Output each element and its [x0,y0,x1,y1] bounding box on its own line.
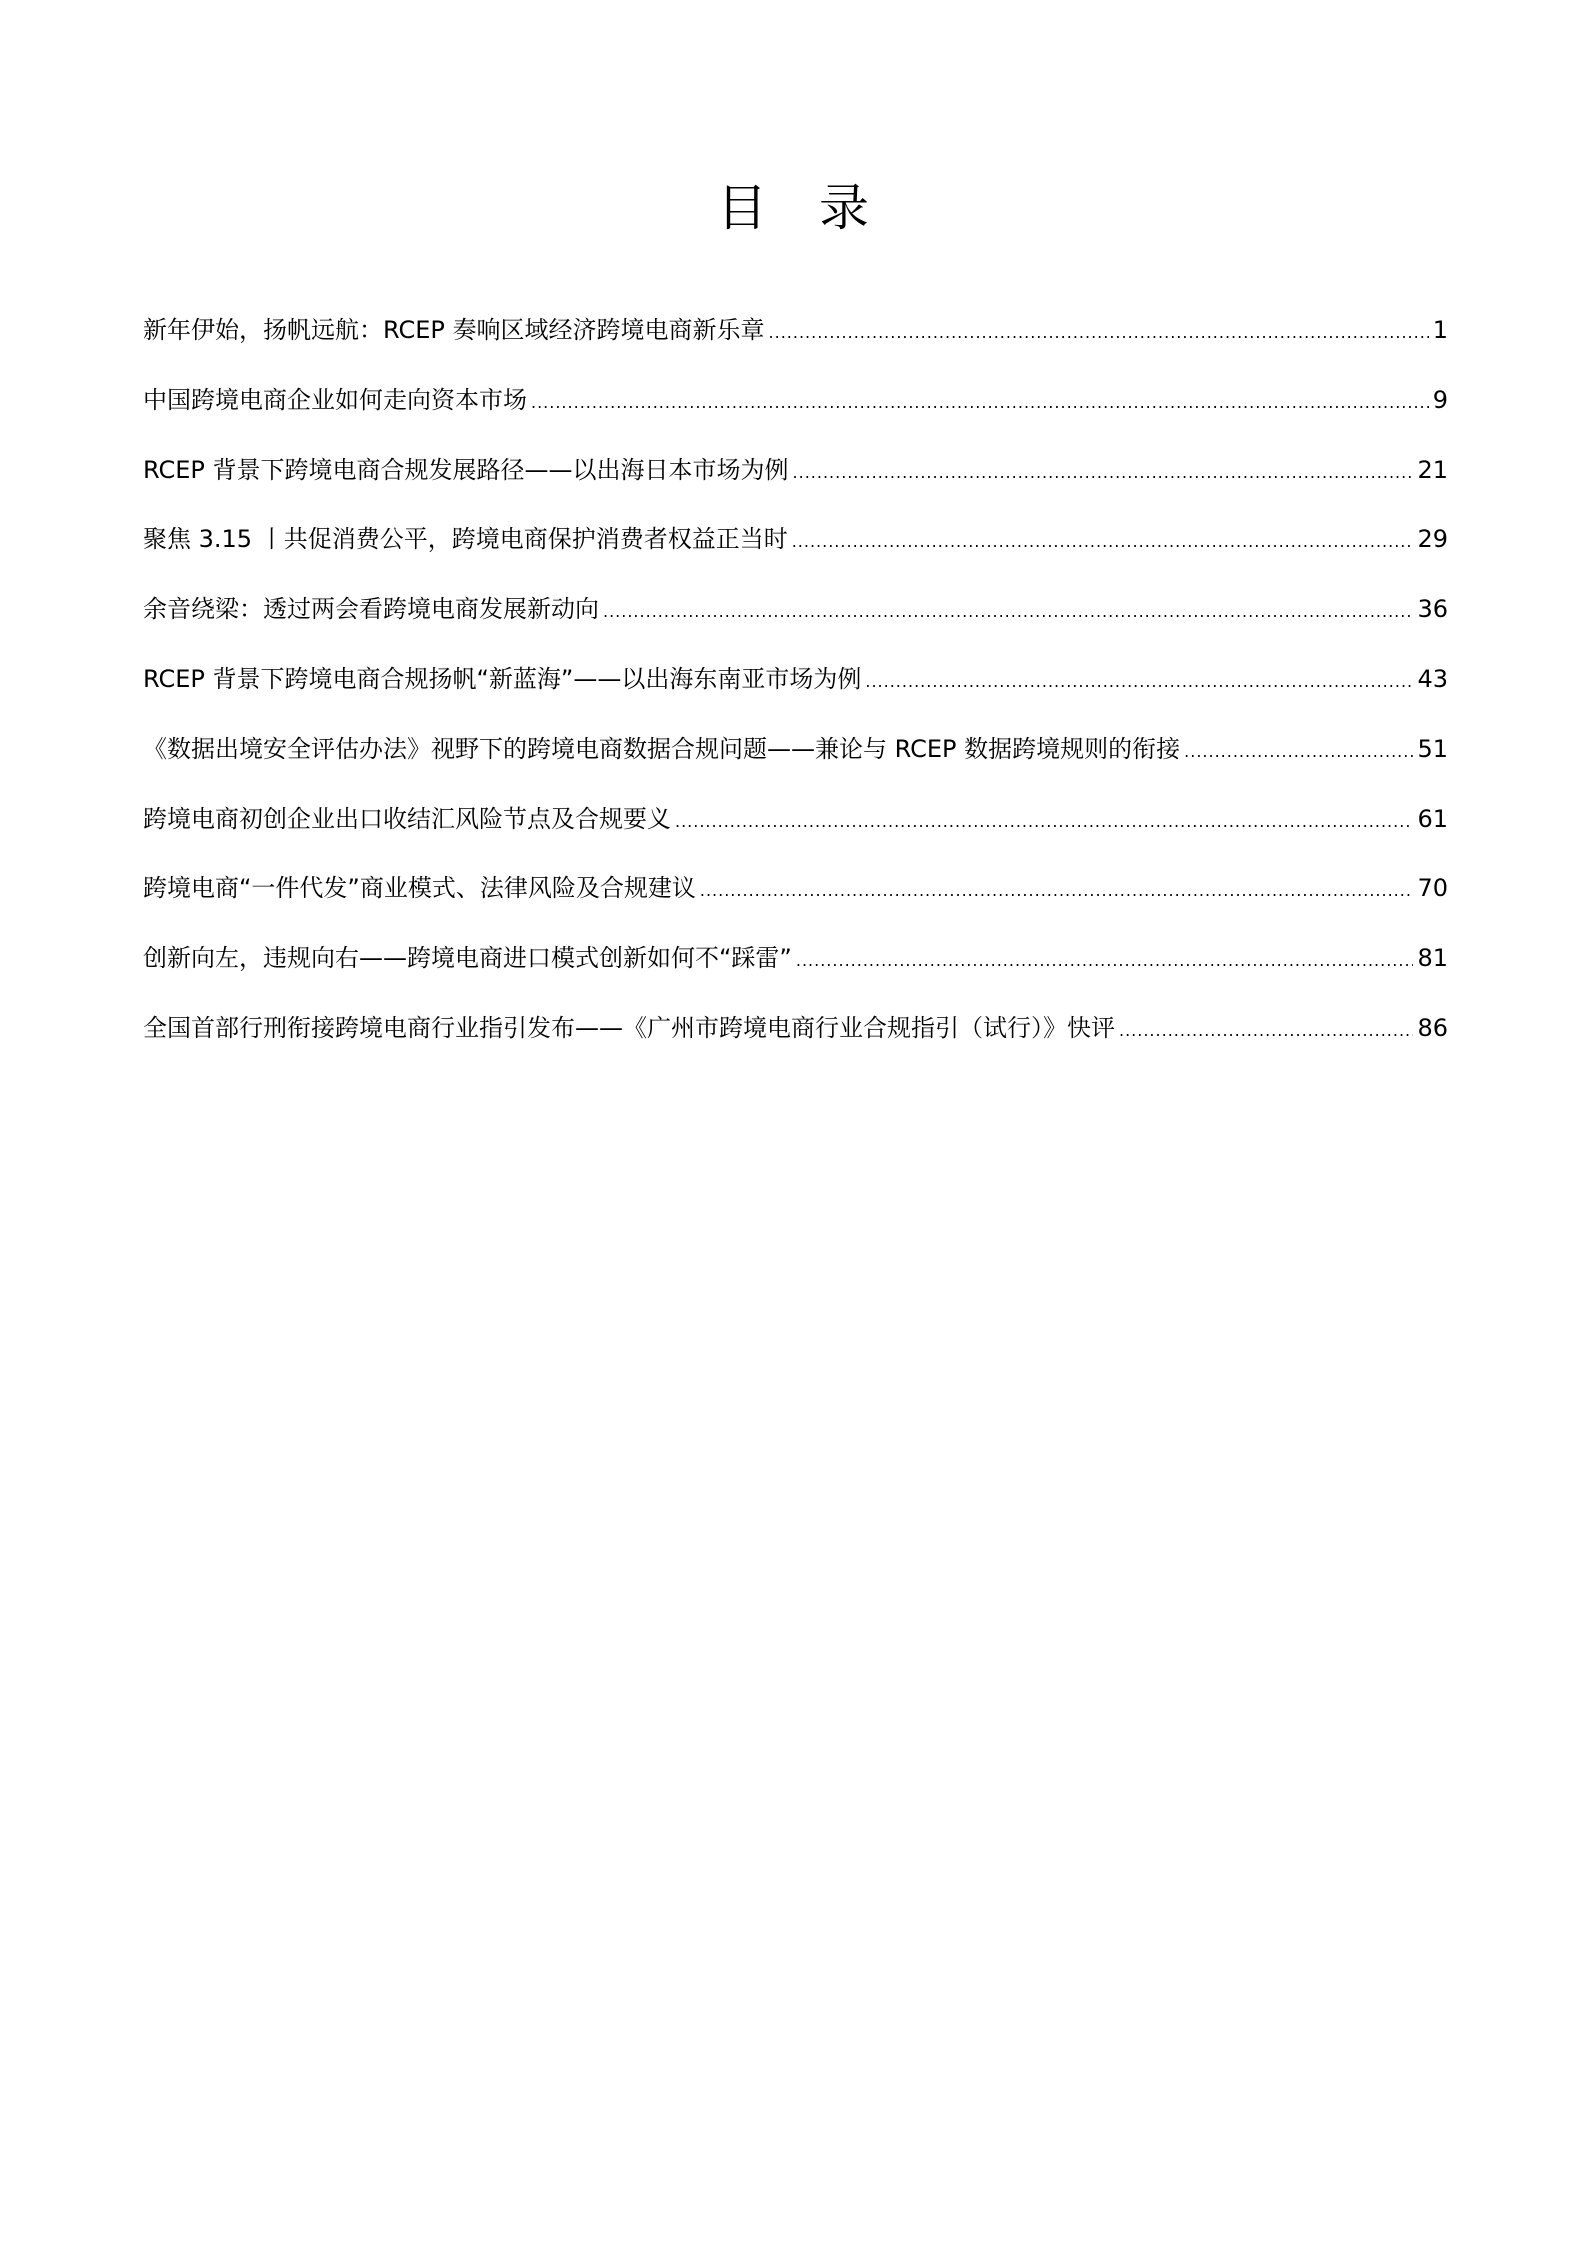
toc-entry[interactable] [143,928,1448,998]
toc-page-number: 81 [1417,944,1448,973]
toc-page-number: 43 [1417,664,1448,693]
toc-dot-leader [675,792,1413,852]
toc-page-number: 29 [1417,525,1448,554]
toc-dot-leader [1184,722,1413,782]
toc-dot-leader [793,443,1414,503]
toc-page-number: 21 [1417,455,1448,484]
toc-entry[interactable] [143,789,1448,859]
toc-entry-title: 余音绕梁：透过两会看跨境电商发展新动向 [143,595,599,624]
toc-page-number: 9 [1432,385,1448,414]
toc-list [143,300,1448,1068]
toc-dot-leader [865,652,1413,712]
toc-title: 目 录 [717,179,887,237]
toc-entry[interactable] [143,300,1448,370]
toc-page-number: 70 [1417,874,1448,903]
toc-dot-leader [1119,1001,1413,1061]
toc-entry-title: RCEP 背景下跨境电商合规扬帆“新蓝海”——以出海东南亚市场为例 [143,664,862,693]
toc-entry[interactable] [143,998,1448,1068]
toc-entry-title: RCEP 背景下跨境电商合规发展路径——以出海日本市场为例 [143,455,789,484]
toc-dot-leader [700,861,1414,921]
toc-entry-title: 创新向左，违规向右——跨境电商进口模式创新如何不“踩雷” [143,944,792,973]
toc-entry[interactable] [143,579,1448,649]
toc-entry-title: 新年伊始，扬帆远航：RCEP 奏响区域经济跨境电商新乐章 [143,316,765,344]
toc-dot-leader [603,582,1413,642]
toc-entry-title: 中国跨境电商企业如何走向资本市场 [143,385,527,414]
toc-entry-title: 全国首部行刑衔接跨境电商行业指引发布——《广州市跨境电商行业合规指引（试行）》快评 [143,1013,1115,1042]
toc-page-number: 86 [1417,1013,1448,1042]
toc-entry-title: 聚焦 3.15 丨共促消费公平，跨境电商保护消费者权益正当时 [143,525,788,554]
toc-entry[interactable] [143,509,1448,579]
toc-dot-leader [769,303,1429,363]
toc-dot-leader [792,512,1414,572]
toc-entry[interactable] [143,440,1448,510]
toc-entry[interactable] [143,858,1448,928]
toc-entry[interactable] [143,719,1448,789]
toc-entry-title: 《数据出境安全评估办法》视野下的跨境电商数据合规问题——兼论与 RCEP 数据跨境规则的衔接 [143,734,1181,763]
toc-page-number: 61 [1417,804,1448,833]
toc-entry[interactable] [143,649,1448,719]
toc-page-number: 1 [1432,316,1448,344]
toc-entry-title: 跨境电商初创企业出口收结汇风险节点及合规要义 [143,804,671,833]
toc-page-number: 36 [1417,595,1448,624]
toc-page-number: 51 [1417,734,1448,763]
toc-dot-leader [531,373,1429,433]
toc-entry[interactable] [143,370,1448,440]
toc-dot-leader [796,931,1414,991]
toc-entry-title: 跨境电商“一件代发”商业模式、法律风险及合规建议 [143,874,696,903]
